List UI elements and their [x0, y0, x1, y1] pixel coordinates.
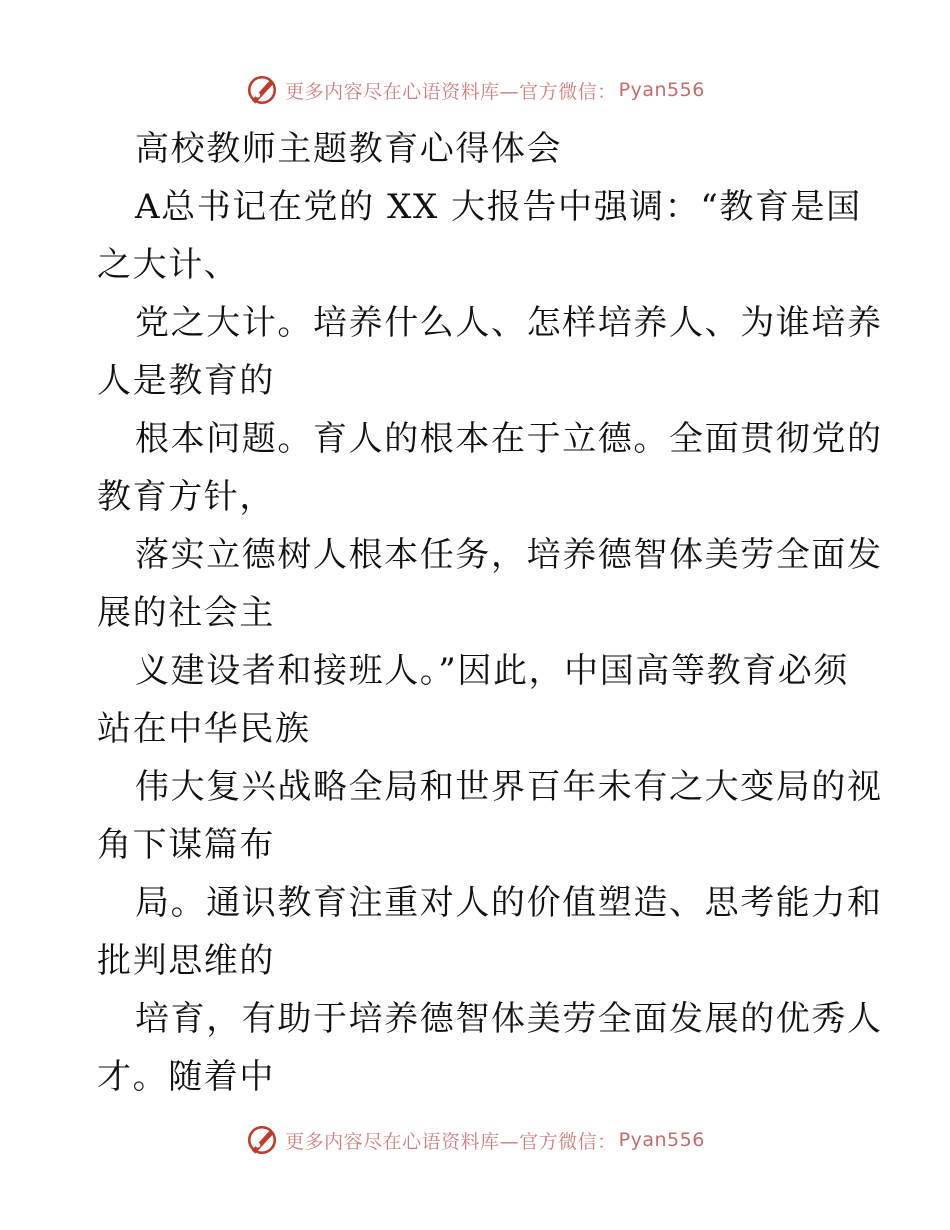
text-line: A总书记在党的 XX 大报告中强调：“教育是国	[135, 187, 862, 227]
text-line: 党之大计。培养什么人、怎样培养人、为谁培养	[135, 303, 883, 343]
watermark-wechat-id: Pyan556	[618, 1129, 705, 1151]
text-line: 之大计、	[97, 245, 240, 285]
text-line: 教育方针，	[97, 477, 275, 517]
text-line: 落实立德树人根本任务，培养德智体美劳全面发	[135, 535, 883, 575]
text-line: 站在中华民族	[97, 709, 311, 749]
watermark-text: 更多内容尽在心语资料库—官方微信：	[285, 1130, 617, 1153]
watermark-text: 更多内容尽在心语资料库—官方微信：	[285, 80, 617, 103]
text-line: 伟大复兴战略全局和世界百年未有之大变局的视	[135, 767, 883, 807]
text-line: 人是教育的	[97, 361, 275, 401]
text-line: 才。随着中	[97, 1057, 275, 1097]
pen-seal-icon	[245, 73, 279, 107]
text-line: 根本问题。育人的根本在于立德。全面贯彻党的	[135, 419, 883, 459]
text-line: 义建设者和接班人。”因此，中国高等教育必须	[135, 651, 849, 691]
text-line: 展的社会主	[97, 593, 275, 633]
watermark-wechat-id: Pyan556	[618, 79, 705, 101]
text-line: 角下谋篇布	[97, 825, 275, 865]
text-line: 批判思维的	[97, 941, 275, 981]
header-watermark	[0, 70, 950, 110]
footer-watermark	[0, 1120, 950, 1160]
doc-title: 高校教师主题教育心得体会	[135, 129, 563, 169]
text-line: 培育，有助于培养德智体美劳全面发展的优秀人	[135, 999, 883, 1039]
pen-seal-icon	[245, 1123, 279, 1157]
text-line: 局。通识教育注重对人的价值塑造、思考能力和	[135, 883, 883, 923]
